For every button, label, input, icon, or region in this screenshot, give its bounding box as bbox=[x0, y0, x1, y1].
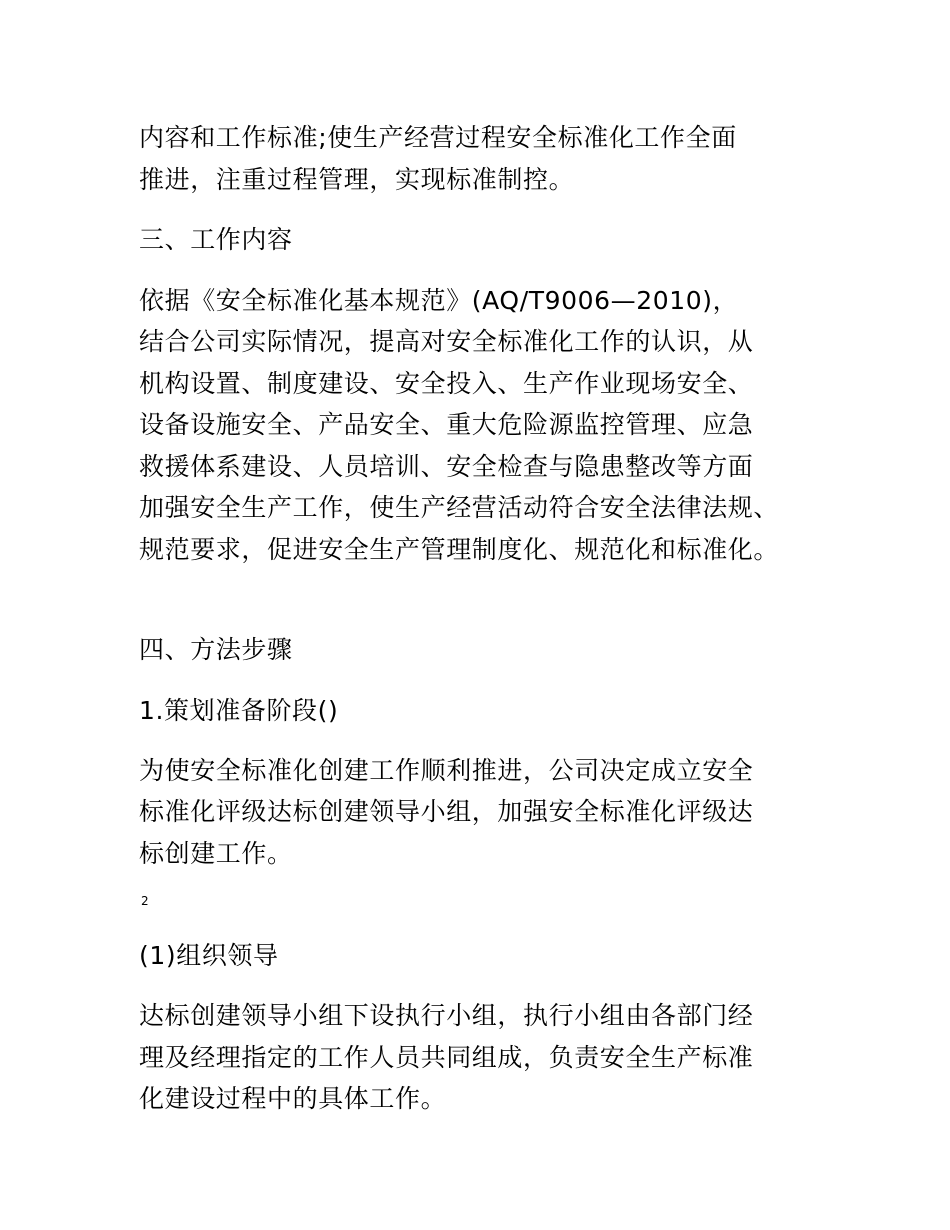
paragraph-line: 标准化评级达标创建领导小组，加强安全标准化评级达 bbox=[139, 797, 754, 826]
paragraph-line: 理及经理指定的工作人员共同组成，负责安全生产标准 bbox=[139, 1043, 754, 1072]
section-heading: 三、工作内容 bbox=[139, 225, 293, 254]
paragraph-line: 为使安全标准化创建工作顺利推进，公司决定成立安全 bbox=[139, 756, 754, 785]
paragraph-line: 设备设施安全、产品安全、重大危险源监控管理、应急 bbox=[139, 410, 754, 439]
paragraph-line: 内容和工作标准;使生产经营过程安全标准化工作全面 bbox=[139, 123, 737, 152]
paragraph-line: 机构设置、制度建设、安全投入、生产作业现场安全、 bbox=[139, 369, 754, 398]
subsection-heading: 1.策划准备阶段() bbox=[139, 696, 339, 725]
section-heading: 四、方法步骤 bbox=[139, 635, 293, 664]
paragraph-line: 推进，注重过程管理，实现标准制控。 bbox=[139, 165, 575, 194]
paragraph-line: 化建设过程中的具体工作。 bbox=[139, 1084, 447, 1113]
paragraph-line: 达标创建领导小组下设执行小组，执行小组由各部门经 bbox=[139, 1001, 754, 1030]
paragraph-line: 结合公司实际情况，提高对安全标准化工作的认识，从 bbox=[139, 327, 754, 356]
page-number: 2 bbox=[141, 894, 149, 908]
paragraph-line: 标创建工作。 bbox=[139, 839, 293, 868]
paragraph-line: 加强安全生产工作，使生产经营活动符合安全法律法规、 bbox=[139, 493, 780, 522]
paragraph-line: 救援体系建设、人员培训、安全检查与隐患整改等方面 bbox=[139, 452, 754, 481]
paragraph-line: 依据《安全标准化基本规范》(AQ/T9006—2010)， bbox=[139, 286, 739, 315]
subsection-heading: (1)组织领导 bbox=[139, 941, 279, 970]
paragraph-line: 规范要求，促进安全生产管理制度化、规范化和标准化。 bbox=[139, 535, 780, 564]
